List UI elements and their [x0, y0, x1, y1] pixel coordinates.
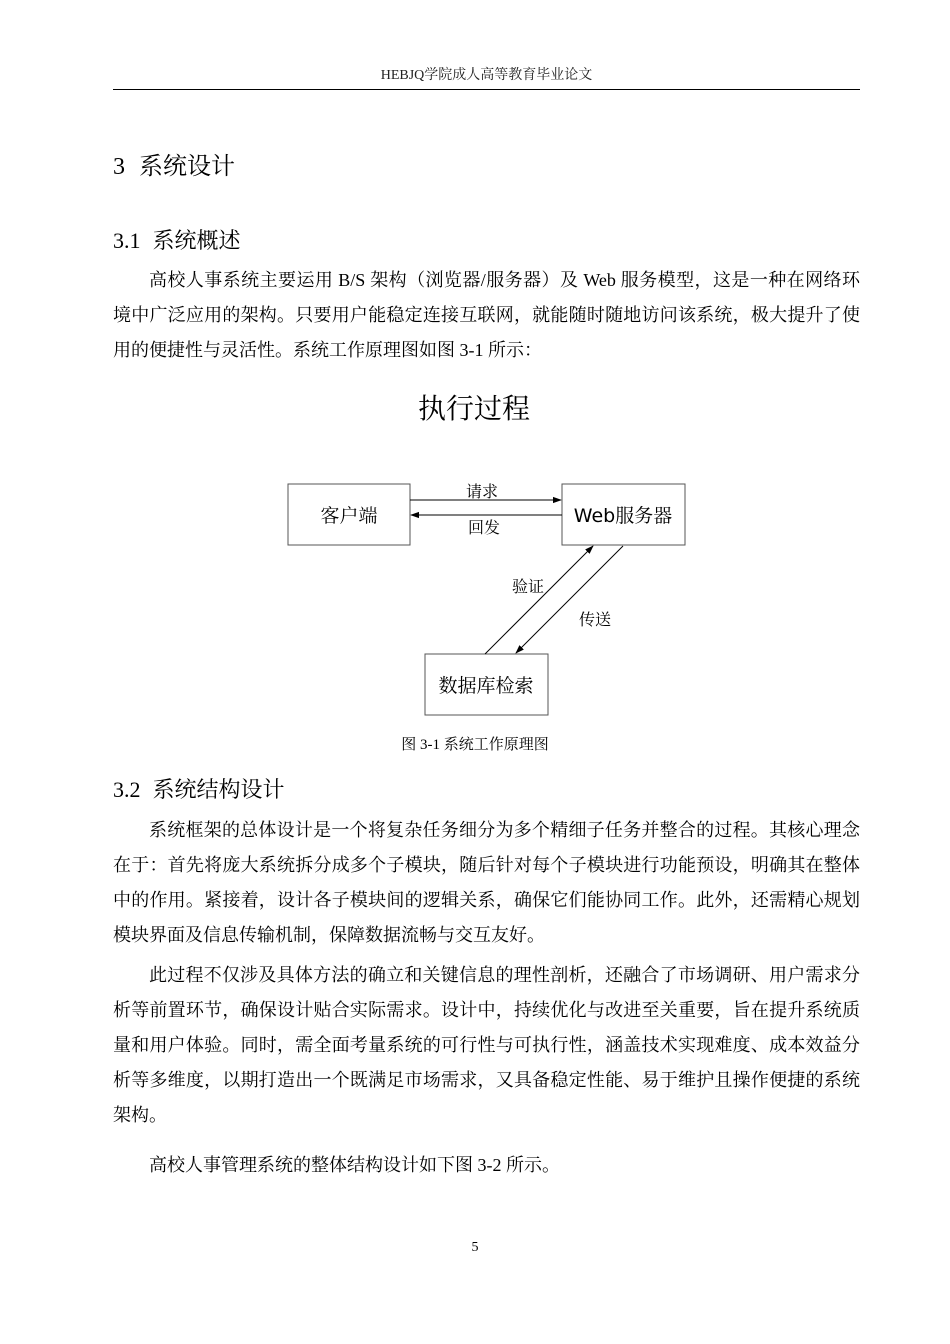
structure-paragraph-3: 高校人事管理系统的整体结构设计如下图 3-2 所示。 [149, 1155, 560, 1175]
section-heading-3-2 [113, 773, 285, 804]
transfer-arrow [516, 546, 623, 653]
page-number: 5 [471, 1240, 479, 1255]
header-rule [113, 89, 860, 90]
transfer-label: 传送 [578, 610, 612, 629]
section-number: 3.1 [113, 228, 141, 253]
verify-label: 验证 [511, 577, 545, 596]
chapter-heading [113, 146, 235, 181]
section-number: 3.2 [113, 777, 141, 802]
system-flow-diagram [0, 380, 950, 760]
section-heading-3-1 [113, 224, 241, 255]
web-server-node-label: Web服务器 [573, 505, 673, 527]
structure-paragraph-2: 此过程不仅涉及具体方法的确立和关键信息的理性剖析，还融合了市场调研、用户需求分析等前置环节，确保设计贴合实际需求。设计中，持续优化与改进至关重要，旨在提升系统质量和用户体验。同时，需全面考量系统的可行性与可执行性，涵盖技术实现难度、成本效益分析等多维度，以期打造出一个既满足市场需求，又具备稳定性能、易于维护且操作便捷的系统架构。 [113, 965, 860, 1125]
database-node-label: 数据库检索 [438, 675, 534, 697]
figure-caption: 图 3-1 系统工作原理图 [401, 737, 549, 753]
request-label: 请求 [465, 482, 499, 501]
diagram-title: 执行过程 [417, 392, 531, 425]
section-title-text: 系统概述 [152, 229, 241, 254]
client-node-label: 客户端 [320, 505, 378, 527]
chapter-number: 3 [113, 154, 125, 180]
chapter-title-text: 系统设计 [139, 152, 235, 180]
verify-arrow [485, 546, 593, 654]
overview-paragraph: 高校人事系统主要运用 B/S 架构（浏览器/服务器）及 Web 服务模型，这是一种在网络环境中广泛应用的架构。只要用户能稳定连接互联网，就能随时随地访问该系统，极大提升了使用的便捷性与灵活性。系统工作原理图如图 3-1 所示： [113, 270, 860, 360]
reply-label: 回发 [467, 518, 501, 537]
structure-paragraph-1: 系统框架的总体设计是一个将复杂任务细分为多个精细子任务并整合的过程。其核心理念在于：首先将庞大系统拆分成多个子模块，随后针对每个子模块进行功能预设，明确其在整体中的作用。紧接着，设计各子模块间的逻辑关系，确保它们能协同工作。此外，还需精心规划模块界面及信息传输机制，保障数据流畅与交互友好。 [113, 820, 860, 945]
running-header: HEBJQ学院成人高等教育毕业论文 [380, 68, 593, 83]
section-title-text: 系统结构设计 [152, 778, 285, 803]
